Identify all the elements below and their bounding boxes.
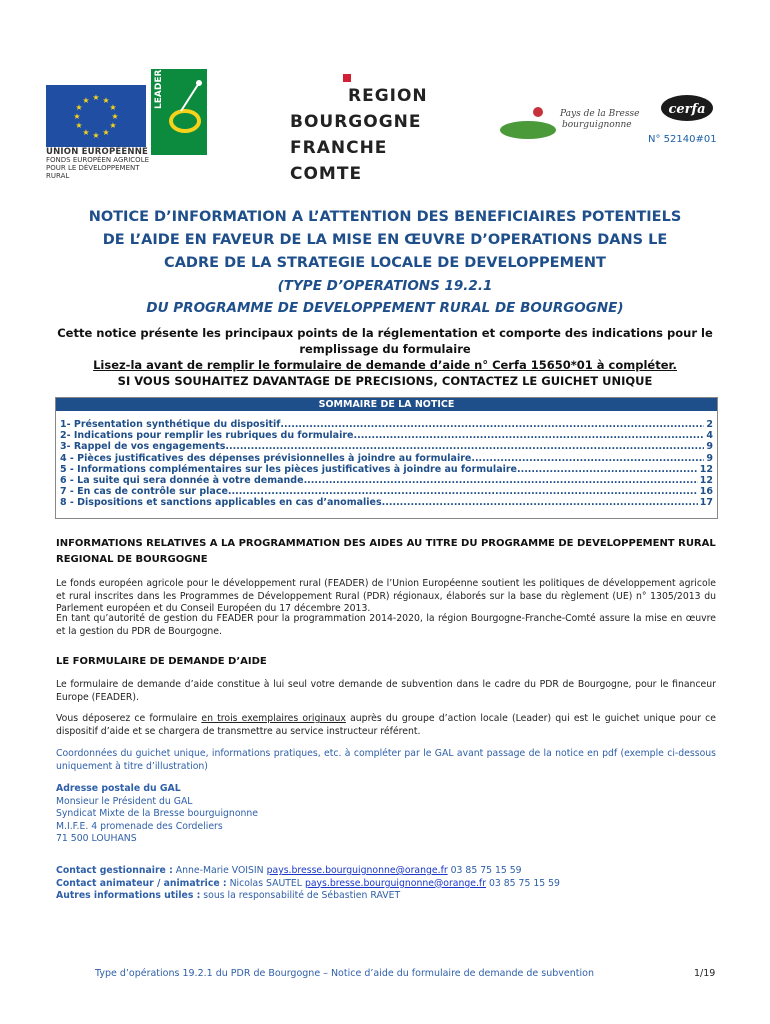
- region-line-3: FRANCHE: [290, 138, 388, 158]
- title-line-1: NOTICE D’INFORMATION A L’ATTENTION DES BENEFICIAIRES POTENTIELS: [88, 209, 682, 225]
- gal-address: [56, 783, 716, 846]
- contact-gestionnaire: Contact gestionnaire : Anne-Marie VOISIN pays.bresse.bourguignonne@orange.fr 03 85 75 15 59: [56, 865, 522, 876]
- intro-line-2: Lisez-la avant de remplir le formulaire de demande d’aide n° Cerfa 15650*01 à compléter.: [93, 358, 677, 372]
- cerfa-logo: [660, 94, 714, 122]
- contact-autres: Autres informations utiles : sous la responsabilité de Sébastien RAVET: [56, 890, 401, 902]
- section2-heading: LE FORMULAIRE DE DEMANDE D’AIDE: [56, 656, 267, 667]
- toc-list: [56, 411, 717, 509]
- region-line-4: COMTE: [290, 164, 363, 184]
- region-line-1: REGION: [348, 86, 428, 106]
- svg-text:★: ★: [109, 103, 117, 112]
- page-number: 1/19: [694, 968, 716, 979]
- address-line: 71 500 LOUHANS: [56, 833, 137, 845]
- toc-item[interactable]: 2- Indications pour remplir les rubriques du formulaire ..... 4: [60, 430, 713, 441]
- toc-item[interactable]: 6 - La suite qui sera donnée à votre demande ..... 12: [60, 475, 713, 486]
- title-line-3: CADRE DE LA STRATEGIE LOCALE DE DEVELOPPEMENT: [164, 255, 606, 271]
- intro-line-1: Cette notice présente les principaux points de la réglementation et comporte des indications pour le remplissage du formulaire: [57, 326, 713, 356]
- region-logo: [290, 83, 428, 187]
- leader-logo-text: LEADER: [154, 69, 164, 109]
- contact-animateur: Contact animateur / animatrice : Nicolas SAUTEL pays.bresse.bourguignonne@orange.fr 03 85 75 15 59: [56, 877, 560, 889]
- svg-text:★: ★: [75, 103, 83, 112]
- eu-caption-line2: POUR LE DÉVELOPPEMENT RURAL: [46, 164, 140, 180]
- region-logo-dot: [343, 74, 351, 82]
- eu-caption-line1: FONDS EUROPÉEN AGRICOLE: [46, 156, 150, 164]
- section2-para1: Le formulaire de demande d’aide constitue à lui seul votre demande de subvention dans le cadre du PDR de Bourgogne, pour le financeur Europe (FEADER).: [56, 679, 716, 703]
- animateur-email-link[interactable]: pays.bresse.bourguignonne@orange.fr: [304, 877, 487, 889]
- toc-item[interactable]: 7 - En cas de contrôle sur place ..... 16: [60, 486, 713, 497]
- address-line: M.I.F.E. 4 promenade des Cordeliers: [56, 820, 223, 832]
- originals-link: en trois exemplaires originaux: [201, 713, 346, 724]
- eu-caption-title: UNION EUROPÉENNE: [46, 147, 149, 157]
- title-line-2: DE L’AIDE EN FAVEUR DE LA MISE EN ŒUVRE D’OPERATIONS DANS LE: [102, 232, 668, 248]
- toc-heading: SOMMAIRE DE LA NOTICE: [56, 398, 717, 411]
- intro-line-3: SI VOUS SOUHAITEZ DAVANTAGE DE PRECISIONS, CONTACTEZ LE GUICHET UNIQUE: [117, 374, 653, 388]
- section1-para1: Le fonds européen agricole pour le développement rural (FEADER) de l’Union Européenne soutient les politiques de développement agricole et rural inscrites dans les Programmes de Développement Rural (PDR) régionaux, élaborés sur la base du règlement (UE) n° 1305/2013 du Parlement européen et du Conseil Européen du 17 décembre 2013.: [56, 578, 716, 615]
- section2-para2: Vous déposerez ce formulaire en trois exemplaires originaux auprès du groupe d’action locale (Leader) qui est le guichet unique pour ce dispositif d’aide et se chargera de transmettre au service instructeur référent.: [56, 713, 716, 737]
- gestionnaire-email-link[interactable]: pays.bresse.bourguignonne@orange.fr: [266, 865, 448, 876]
- intro-block: [50, 325, 720, 389]
- section1-para2: En tant qu’autorité de gestion du FEADER pour la programmation 2014-2020, la région Bourgogne-Franche-Comté assure la mise en œuvre et la gestion du PDR de Bourgogne.: [56, 613, 716, 637]
- toc-item[interactable]: 8 - Dispositions et sanctions applicables en cas d’anomalies ..... 17: [60, 497, 713, 508]
- toc-item[interactable]: 1- Présentation synthétique du dispositif ..... 2: [60, 419, 713, 430]
- svg-text:★: ★: [111, 112, 119, 121]
- section1-heading-line2: REGIONAL DE BOURGOGNE: [56, 554, 208, 565]
- title-line-5: DU PROGRAMME DE DEVELOPPEMENT RURAL DE BOURGOGNE): [146, 300, 624, 316]
- svg-text:★: ★: [109, 121, 117, 130]
- contacts-block: [56, 865, 716, 903]
- section2-para3: Coordonnées du guichet unique, informations pratiques, etc. à compléter par le GAL avant passage de la notice en pdf (exemple ci-dessous uniquement à titre d’illustration): [56, 748, 716, 772]
- svg-text:★: ★: [82, 96, 90, 105]
- svg-text:★: ★: [92, 93, 100, 102]
- address-line: Syndicat Mixte de la Bresse bourguignonne: [56, 808, 259, 820]
- section1-heading: [56, 536, 716, 568]
- toc-item[interactable]: 5 - Informations complémentaires sur les pièces justificatives à joindre au formulaire ..... 12: [60, 464, 713, 475]
- page-footer: Type d’opérations 19.2.1 du PDR de Bourgogne – Notice d’aide du formulaire de demande de subvention: [95, 968, 594, 979]
- address-label: Adresse postale du GAL: [56, 783, 181, 794]
- region-line-2: BOURGOGNE: [290, 112, 422, 132]
- address-line: Monsieur le Président du GAL: [56, 795, 193, 807]
- svg-text:★: ★: [102, 128, 110, 137]
- eu-caption: [46, 148, 156, 180]
- svg-text:★: ★: [102, 96, 110, 105]
- svg-text:★: ★: [73, 112, 81, 121]
- notice-title: [50, 206, 720, 319]
- cerfa-logo-text: cerfa: [668, 102, 706, 117]
- svg-text:★: ★: [75, 121, 83, 130]
- eu-flag-logo: [46, 85, 146, 147]
- section1-heading-line1: INFORMATIONS RELATIVES A LA PROGRAMMATION DES AIDES AU TITRE DU PROGRAMME DE DEVELOPPEMENT RURAL: [56, 538, 716, 549]
- pays-bresse-logo: [498, 102, 648, 142]
- toc-item[interactable]: 3- Rappel de vos engagements ..... 9: [60, 441, 713, 452]
- cerfa-number: N° 52140#01: [648, 134, 717, 145]
- leader-logo: [151, 69, 207, 155]
- toc-item[interactable]: 4 - Pièces justificatives des dépenses prévisionnelles à joindre au formulaire ..... 9: [60, 453, 713, 464]
- svg-text:★: ★: [92, 131, 100, 140]
- svg-text:★: ★: [82, 128, 90, 137]
- title-line-4: (TYPE D’OPERATIONS 19.2.1: [277, 278, 493, 294]
- pays-logo-line2: bourguignonne: [562, 120, 632, 130]
- pays-logo-line1: Pays de la Bresse: [560, 109, 640, 119]
- table-of-contents: [55, 397, 718, 519]
